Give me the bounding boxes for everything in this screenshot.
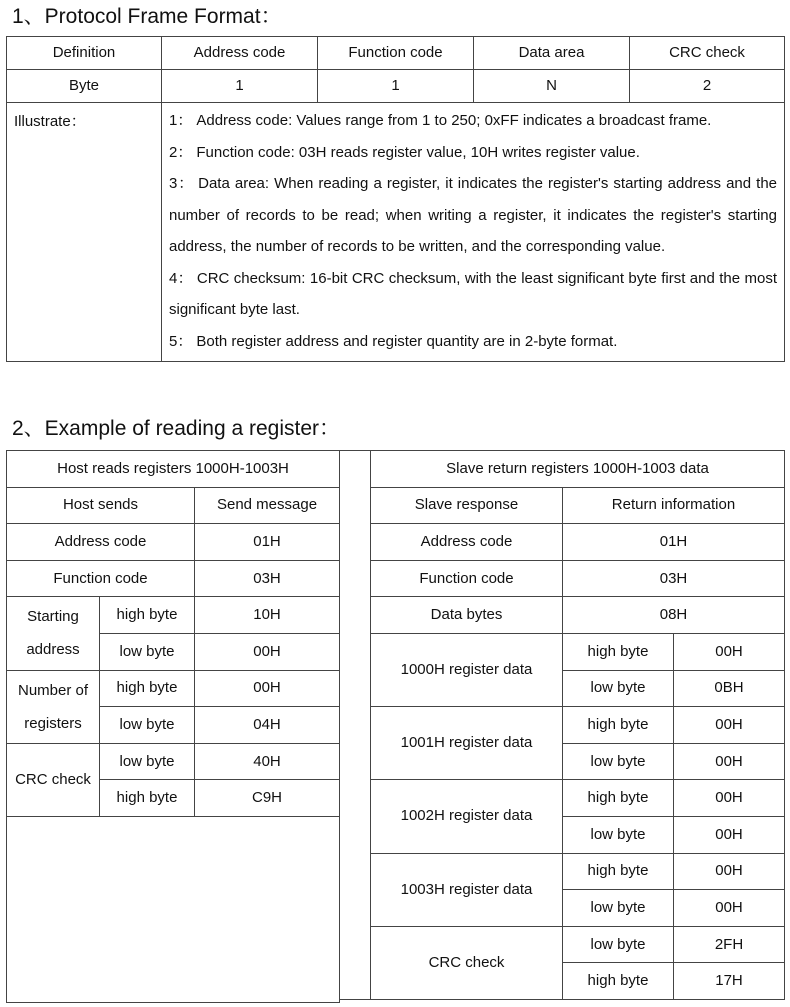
table-row: [7, 597, 340, 634]
row-label: Function code: [7, 560, 195, 597]
table-row: [371, 853, 785, 890]
byte-label: high byte: [100, 597, 195, 634]
table-row: [371, 633, 785, 670]
column-header: Return information: [563, 487, 785, 524]
header-cell: CRC check: [630, 37, 785, 70]
row-value: 04H: [195, 707, 340, 744]
byte-cell: 1: [318, 70, 474, 103]
section2-heading: 2、Example of reading a register：: [12, 417, 340, 440]
notes-cell: [162, 103, 785, 362]
host-request-table: [6, 450, 340, 1003]
row-value: 10H: [195, 597, 340, 634]
row-value: 00H: [195, 670, 340, 707]
row-label: Starting address: [7, 597, 100, 670]
byte-label: high byte: [100, 780, 195, 817]
table-row: [7, 743, 340, 780]
row-value: 0BH: [674, 670, 785, 707]
row-label: CRC check: [371, 926, 563, 999]
row-value: 17H: [674, 963, 785, 1000]
table-row: [7, 37, 785, 70]
row-label: CRC check: [7, 743, 100, 816]
row-label: 1001H register data: [371, 707, 563, 780]
byte-cell: Byte: [7, 70, 162, 103]
table-row: [7, 487, 340, 524]
byte-label: low byte: [563, 926, 674, 963]
byte-label: high byte: [563, 780, 674, 817]
table-row: [371, 780, 785, 817]
row-value: 00H: [674, 633, 785, 670]
section1-heading: 1、Protocol Frame Format：: [12, 5, 282, 28]
table-row: [371, 926, 785, 963]
table-row: [7, 670, 340, 707]
row-label: Number of registers: [7, 670, 100, 743]
byte-label: low byte: [563, 743, 674, 780]
row-value: 2FH: [674, 926, 785, 963]
row-value: C9H: [195, 780, 340, 817]
row-value: 01H: [195, 524, 340, 561]
host-title: Host reads registers 1000H-1003H: [7, 451, 340, 488]
slave-response-table: [370, 450, 785, 1000]
table-row: [371, 487, 785, 524]
row-value: 00H: [674, 853, 785, 890]
row-label: Data bytes: [371, 597, 563, 634]
byte-label: low byte: [100, 633, 195, 670]
byte-label: low byte: [563, 890, 674, 927]
row-value: 08H: [563, 597, 785, 634]
row-label: Function code: [371, 560, 563, 597]
row-value: 03H: [563, 560, 785, 597]
byte-label: high byte: [563, 963, 674, 1000]
row-label: Address code: [7, 524, 195, 561]
byte-label: low byte: [563, 816, 674, 853]
table-row: [371, 524, 785, 561]
table-gap: [339, 450, 370, 1000]
header-cell: Function code: [318, 37, 474, 70]
header-cell: Address code: [162, 37, 318, 70]
column-header: Host sends: [7, 487, 195, 524]
table-row: [7, 524, 340, 561]
byte-label: low byte: [100, 707, 195, 744]
byte-label: high byte: [100, 670, 195, 707]
header-cell: Data area: [474, 37, 630, 70]
byte-label: low byte: [563, 670, 674, 707]
column-header: Slave response: [371, 487, 563, 524]
row-value: 00H: [674, 816, 785, 853]
row-value: 00H: [674, 780, 785, 817]
column-header: Send message: [195, 487, 340, 524]
note-item: 1： Address code: Values range from 1 to 250; 0xFF indicates a broadcast frame.: [169, 112, 712, 129]
byte-label: high byte: [563, 707, 674, 744]
row-label: 1002H register data: [371, 780, 563, 853]
byte-cell: N: [474, 70, 630, 103]
row-value: 00H: [195, 633, 340, 670]
table-row: [7, 103, 785, 362]
row-value: 00H: [674, 743, 785, 780]
row-value: 40H: [195, 743, 340, 780]
byte-label: high byte: [563, 633, 674, 670]
note-item: 5： Both register address and register quantity are in 2-byte format.: [169, 332, 618, 350]
table-row: [7, 560, 340, 597]
note-item: 3： Data area: When reading a register, it indicates the register's starting address and the number of records to be read; when writing a register, it indicates the register's starting address, the number of records to be written, and the corresponding value.: [169, 175, 778, 255]
byte-label: high byte: [563, 853, 674, 890]
table-row: [371, 560, 785, 597]
row-value: 03H: [195, 560, 340, 597]
note-item: 4： CRC checksum: 16-bit CRC checksum, with the least significant byte first and the most significant byte last.: [169, 269, 778, 318]
empty-cell: [7, 816, 340, 1002]
row-label: 1003H register data: [371, 853, 563, 926]
byte-cell: 2: [630, 70, 785, 103]
table-row: [7, 816, 340, 1002]
protocol-frame-table: [6, 36, 785, 362]
row-label: 1000H register data: [371, 633, 563, 706]
row-value: 01H: [563, 524, 785, 561]
byte-label: low byte: [100, 743, 195, 780]
slave-title: Slave return registers 1000H-1003 data: [371, 451, 785, 488]
table-row: [7, 70, 785, 103]
byte-cell: 1: [162, 70, 318, 103]
row-value: 00H: [674, 890, 785, 927]
header-cell: Definition: [7, 37, 162, 70]
row-value: 00H: [674, 707, 785, 744]
table-row: [371, 597, 785, 634]
table-row: [7, 451, 340, 488]
table-row: [371, 451, 785, 488]
note-item: 2： Function code: 03H reads register value, 10H writes register value.: [169, 143, 640, 161]
row-label: Address code: [371, 524, 563, 561]
table-row: [371, 707, 785, 744]
illustrate-label: Illustrate：: [7, 103, 162, 362]
